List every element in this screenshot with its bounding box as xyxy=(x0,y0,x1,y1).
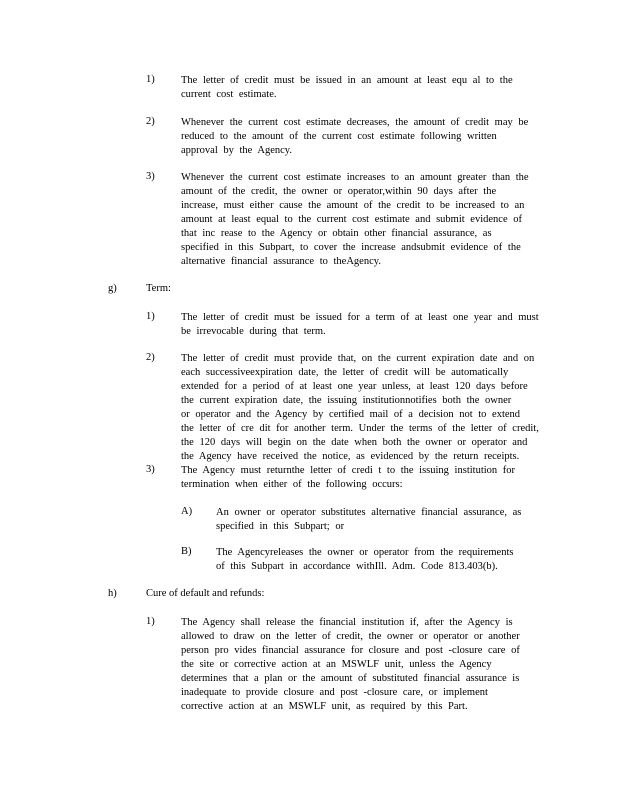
section-g-heading: Term: xyxy=(146,283,171,294)
item-number: 1) xyxy=(146,616,155,627)
item-number: 2) xyxy=(146,116,155,127)
item-text: The Agency must returnthe letter of credi t to the issuing institution for termination when either of the following occurs: xyxy=(181,465,516,490)
subitem-letter: A) xyxy=(181,506,193,517)
item-number: 3) xyxy=(146,464,155,475)
section-g-letter: g) xyxy=(108,283,117,294)
subitem-text: The Agencyreleases the owner or operator from the requirements of this Subpart in accordance withIll. Adm. Code 813.403(b). xyxy=(216,547,514,572)
section-h-letter: h) xyxy=(108,588,117,599)
item-number: 1) xyxy=(146,74,155,85)
subitem-text: An owner or operator substitutes alternative financial assurance, as specified in this Subpart; or xyxy=(216,507,522,532)
item-text: The letter of credit must provide that, on the current expiration date and on each successiveexpiration date, the letter of credit will be automatically extended for a period of at least one year unless, at least 120 days before the current expiration date, the issuing institutionnotifies both the owner or operator and the Agency by certified mail of a decision not to extend the letter of cre dit for another term. Under the terms of the letter of credit, the 120 days will begin on the date when both the owner or operator and the Agency have received the notice, as evidenced by the return receipts. xyxy=(181,353,539,462)
item-number: 3) xyxy=(146,171,155,182)
item-text: Whenever the current cost estimate decreases, the amount of credit may be reduced to the amount of the current cost estimate following written approval by the Agency. xyxy=(181,117,529,156)
item-number: 2) xyxy=(146,352,155,363)
subitem-letter: B) xyxy=(181,546,192,557)
item-text: The Agency shall release the financial institution if, after the Agency is allowed to draw on the letter of credit, the owner or operator or another person pro vides financial assurance for closure and post -closure care of the site or corrective action at an MSWLF unit, unless the Agency determines that a plan or the amount of substituted financial assurance is inadequate to provide closure and post -closure care, or implement corrective action at an MSWLF unit, as required by this Part. xyxy=(181,617,520,712)
section-h-heading: Cure of default and refunds: xyxy=(146,588,265,599)
item-text: Whenever the current cost estimate increases to an amount greater than the amount of the credit, the owner or operator,within 90 days after the increase, must either cause the amount of the credit to be increased to an amount at least equal to the current cost estimate and submit evidence of that inc rease to the Agency or obtain other financial assurance, as specified in this Subpart, to cover the increase andsubmit evidence of the alternative financial assurance to theAgency. xyxy=(181,172,529,267)
item-text: The letter of credit must be issued for a term of at least one year and must be irrevocable during that term. xyxy=(181,312,539,337)
item-number: 1) xyxy=(146,311,155,322)
item-text: The letter of credit must be issued in an amount at least equ al to the current cost estimate. xyxy=(181,75,513,100)
